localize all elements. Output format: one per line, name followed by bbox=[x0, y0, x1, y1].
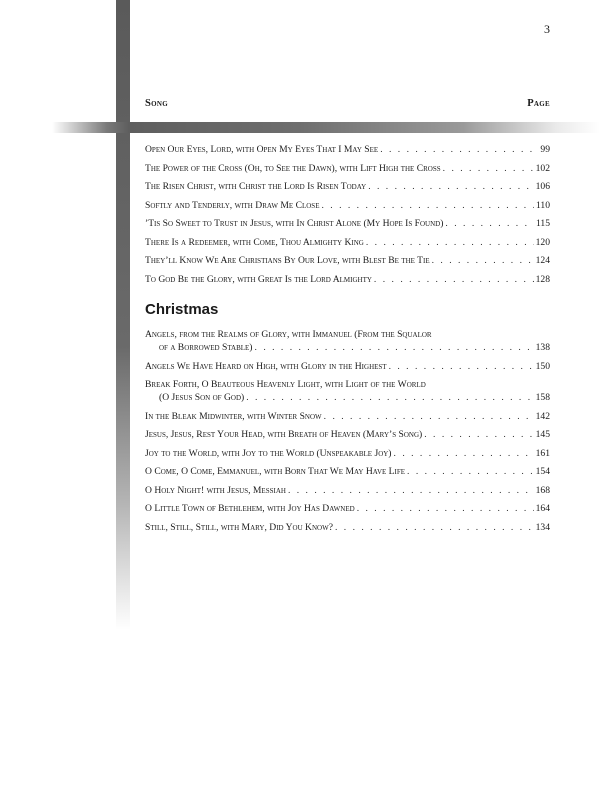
section-heading-christmas: Christmas bbox=[145, 301, 219, 318]
entry-title: There Is a Redeemer, with Come, Thou Almighty King bbox=[145, 236, 364, 248]
entry-title: Open Our Eyes, Lord, with Open My Eyes That I May See bbox=[145, 144, 379, 155]
toc-entry bbox=[145, 143, 550, 156]
toc-entry bbox=[145, 217, 550, 230]
entry-page: 120 bbox=[535, 236, 550, 248]
entry-title: The Power of the Cross (Oh, to See the Dawn), with Lift High the Cross bbox=[145, 162, 441, 174]
entry-title: Angels We Have Heard on High, with Glory in the Highest bbox=[145, 360, 387, 372]
entry-page: 102 bbox=[535, 162, 550, 174]
toc-entry bbox=[145, 360, 550, 373]
dot-leader bbox=[432, 254, 534, 267]
entry-page: 168 bbox=[535, 484, 550, 496]
dot-leader bbox=[366, 236, 534, 249]
entry-title: Break Forth, O Beauteous Heavenly Light, with Light of the World bbox=[145, 379, 426, 390]
toc-entry bbox=[145, 410, 550, 423]
entry-continuation bbox=[145, 391, 550, 404]
toc-entry bbox=[145, 273, 550, 286]
toc-entry bbox=[145, 502, 550, 515]
toc-entry bbox=[145, 180, 550, 193]
song-list-section-1 bbox=[145, 143, 550, 291]
dot-leader bbox=[443, 162, 534, 175]
entry-title: O Little Town of Bethlehem, with Joy Has Dawned bbox=[145, 503, 355, 514]
toc-entry bbox=[145, 378, 550, 404]
entry-page: 158 bbox=[535, 392, 550, 403]
entry-page: 124 bbox=[535, 255, 550, 266]
entry-title: Joy to the World, with Joy to the World (Unspeakable Joy) bbox=[145, 447, 392, 459]
dot-leader bbox=[357, 502, 534, 515]
dot-leader bbox=[288, 484, 534, 497]
entry-title: Jesus, Jesus, Rest Your Head, with Breath of Heaven (Mary’s Song) bbox=[145, 429, 423, 440]
dot-leader bbox=[368, 180, 533, 193]
entry-page: 110 bbox=[535, 199, 550, 211]
entry-page: 145 bbox=[535, 429, 550, 440]
entry-title: To God Be the Glory, with Great Is the Lord Almighty bbox=[145, 273, 372, 285]
entry-page: 164 bbox=[535, 503, 550, 514]
entry-title: Still, Still, Still, with Mary, Did You Know? bbox=[145, 521, 333, 533]
entry-title: ’Tis So Sweet to Trust in Jesus, with In Christ Alone (My Hope Is Found) bbox=[145, 218, 444, 229]
toc-entry bbox=[145, 428, 550, 441]
dot-leader bbox=[380, 143, 538, 156]
entry-page: 128 bbox=[535, 273, 550, 285]
song-column-header: Song bbox=[145, 98, 168, 109]
entry-title-continued: (O Jesus Son of God) bbox=[159, 392, 245, 403]
dot-leader bbox=[374, 273, 534, 286]
vertical-cross-bar bbox=[116, 0, 130, 630]
toc-entry bbox=[145, 254, 550, 267]
toc-entry bbox=[145, 465, 550, 478]
toc-entry bbox=[145, 328, 550, 354]
dot-leader bbox=[407, 465, 534, 478]
toc-entry bbox=[145, 162, 550, 175]
dot-leader bbox=[445, 217, 534, 230]
entry-page: 106 bbox=[535, 181, 550, 192]
toc-entry bbox=[145, 236, 550, 249]
entry-page: 150 bbox=[535, 360, 550, 372]
dot-leader bbox=[246, 391, 533, 404]
entry-page: 142 bbox=[535, 410, 550, 422]
horizontal-cross-bar bbox=[52, 122, 600, 133]
entry-title: In the Bleak Midwinter, with Winter Snow bbox=[145, 410, 322, 422]
page-number: 3 bbox=[544, 22, 550, 36]
dot-leader bbox=[324, 410, 534, 423]
entry-page: 138 bbox=[535, 342, 550, 353]
page-column-header: Page bbox=[527, 98, 550, 109]
dot-leader bbox=[335, 521, 534, 534]
entry-page: 115 bbox=[535, 218, 550, 229]
dot-leader bbox=[424, 428, 533, 441]
toc-entry bbox=[145, 521, 550, 534]
dot-leader bbox=[321, 199, 533, 212]
dot-leader bbox=[389, 360, 534, 373]
entry-title: Softly and Tenderly, with Draw Me Close bbox=[145, 199, 320, 211]
entry-title: O Holy Night! with Jesus, Messiah bbox=[145, 484, 286, 496]
dot-leader bbox=[255, 341, 534, 354]
toc-entry bbox=[145, 447, 550, 460]
entry-page: 154 bbox=[535, 466, 550, 477]
entry-title: O Come, O Come, Emmanuel, with Born That We May Have Life bbox=[145, 466, 406, 477]
entry-page: 161 bbox=[535, 447, 550, 459]
song-list-section-christmas bbox=[145, 328, 550, 539]
entry-title-continued: of a Borrowed Stable) bbox=[159, 342, 253, 353]
entry-page: 134 bbox=[535, 521, 550, 533]
entry-title: The Risen Christ, with Christ the Lord Is Risen Today bbox=[145, 181, 367, 192]
entry-title: They’ll Know We Are Christians By Our Love, with Blest Be the Tie bbox=[145, 255, 430, 266]
entry-page: 99 bbox=[540, 144, 550, 155]
entry-title: Angels, from the Realms of Glory, with Immanuel (From the Squalor bbox=[145, 329, 432, 340]
toc-entry bbox=[145, 484, 550, 497]
dot-leader bbox=[394, 447, 534, 460]
toc-entry bbox=[145, 199, 550, 212]
entry-continuation bbox=[145, 341, 550, 354]
